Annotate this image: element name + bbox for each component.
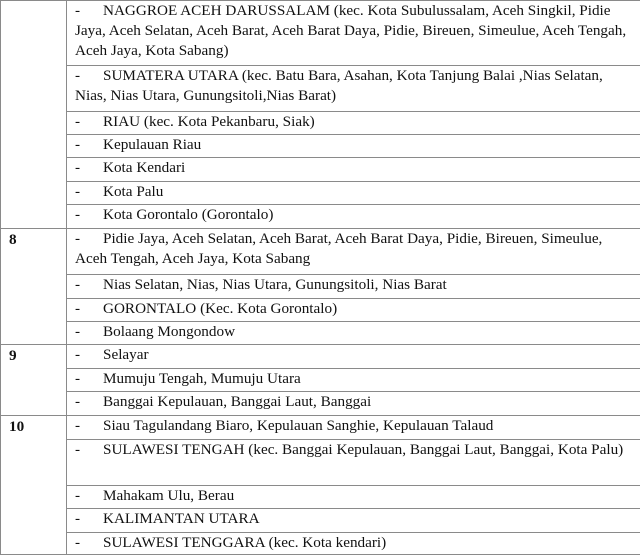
region-text: Banggai Kepulauan, Banggai Laut, Banggai — [103, 393, 372, 411]
list-dash: - — [75, 440, 81, 458]
region-text: SULAWESI TENGGARA (kec. Kota kendari) — [103, 533, 387, 551]
table-row — [1, 275, 640, 298]
table-row — [1, 532, 640, 554]
region-cell — [67, 158, 640, 181]
region-text: Kepulauan Riau — [103, 136, 202, 154]
region-text: Kota Gorontalo (Gorontalo) — [103, 205, 274, 223]
region-text: Nias Selatan, Nias, Nias Utara, Gunungsitoli, Nias Barat — [103, 276, 447, 294]
list-dash: - — [75, 2, 81, 19]
table-row — [1, 181, 640, 204]
list-dash: - — [75, 487, 81, 505]
region-cell — [67, 111, 640, 134]
region-cell — [67, 439, 640, 485]
table-row — [1, 111, 640, 134]
group-number: 10 — [1, 415, 67, 554]
list-dash: - — [75, 393, 81, 411]
region-cell — [67, 369, 640, 392]
list-dash: - — [75, 276, 81, 294]
table-row — [1, 229, 640, 275]
region-cell — [67, 345, 640, 369]
table-row — [1, 392, 640, 415]
list-dash: - — [75, 159, 81, 177]
region-cell — [67, 275, 640, 298]
list-dash: - — [75, 230, 81, 247]
group-number: 9 — [1, 345, 67, 416]
region-cell — [67, 392, 640, 415]
group-number — [1, 1, 67, 229]
region-text: SUMATERA UTARA (kec. Batu Bara, Asahan, Kota Tanjung Balai ,Nias Selatan, Nias, Nias Utara, Gunungsitoli,Nias Barat) — [75, 66, 603, 104]
list-dash: - — [75, 370, 81, 388]
region-text: Pidie Jaya, Aceh Selatan, Aceh Barat, Aceh Barat Daya, Pidie, Bireuen, Simeulue, Aceh Tengah, Aceh Jaya, Kota Sabang — [75, 230, 603, 267]
region-cell — [67, 135, 640, 158]
table-row — [1, 369, 640, 392]
table-row — [1, 509, 640, 532]
list-dash: - — [75, 346, 81, 364]
table-row — [1, 135, 640, 158]
region-text: Selayar — [103, 346, 149, 364]
region-cell — [67, 181, 640, 204]
region-cell — [67, 415, 640, 439]
region-cell — [67, 65, 640, 111]
table-row — [1, 158, 640, 181]
list-dash: - — [75, 416, 81, 434]
table-row — [1, 1, 640, 66]
region-text: RIAU (kec. Kota Pekanbaru, Siak) — [103, 112, 315, 130]
region-cell — [67, 486, 640, 509]
table-row — [1, 486, 640, 509]
list-dash: - — [75, 66, 81, 84]
region-text: Mumuju Tengah, Mumuju Utara — [103, 370, 301, 388]
list-dash: - — [75, 182, 81, 200]
region-cell — [67, 298, 640, 321]
region-text: Bolaang Mongondow — [103, 322, 236, 340]
list-dash: - — [75, 205, 81, 223]
region-text: Mahakam Ulu, Berau — [103, 487, 235, 505]
list-dash: - — [75, 322, 81, 340]
list-dash: - — [75, 299, 81, 317]
table-row — [1, 321, 640, 344]
table-row — [1, 345, 640, 369]
region-text: KALIMANTAN UTARA — [103, 510, 260, 528]
region-text: Siau Tagulandang Biaro, Kepulauan Sanghie, Kepulauan Talaud — [103, 416, 494, 434]
region-text: Kota Palu — [103, 182, 164, 200]
table-row — [1, 204, 640, 228]
region-cell — [67, 321, 640, 344]
table-row — [1, 415, 640, 439]
list-dash: - — [75, 533, 81, 551]
table-row — [1, 298, 640, 321]
region-text: Kota Kendari — [103, 159, 186, 177]
region-cell — [67, 204, 640, 228]
table-row — [1, 439, 640, 485]
region-cell — [67, 229, 640, 275]
region-text: SULAWESI TENGAH (kec. Banggai Kepulauan, Banggai Laut, Banggai, Kota Palu) — [103, 440, 624, 458]
region-cell — [67, 1, 640, 66]
list-dash: - — [75, 136, 81, 154]
region-text: GORONTALO (Kec. Kota Gorontalo) — [103, 299, 338, 317]
list-dash: - — [75, 112, 81, 130]
region-cell — [67, 509, 640, 532]
region-text: NAGGROE ACEH DARUSSALAM (kec. Kota Subulussalam, Aceh Singkil, Pidie Jaya, Aceh Selatan, Aceh Barat, Aceh Barat Daya, Pidie, Bireuen, Simeulue, Aceh Tengah, Aceh Jaya, Kota Sabang) — [75, 2, 627, 59]
group-number: 8 — [1, 229, 67, 345]
list-dash: - — [75, 510, 81, 528]
table-row — [1, 65, 640, 111]
region-cell — [67, 532, 640, 554]
